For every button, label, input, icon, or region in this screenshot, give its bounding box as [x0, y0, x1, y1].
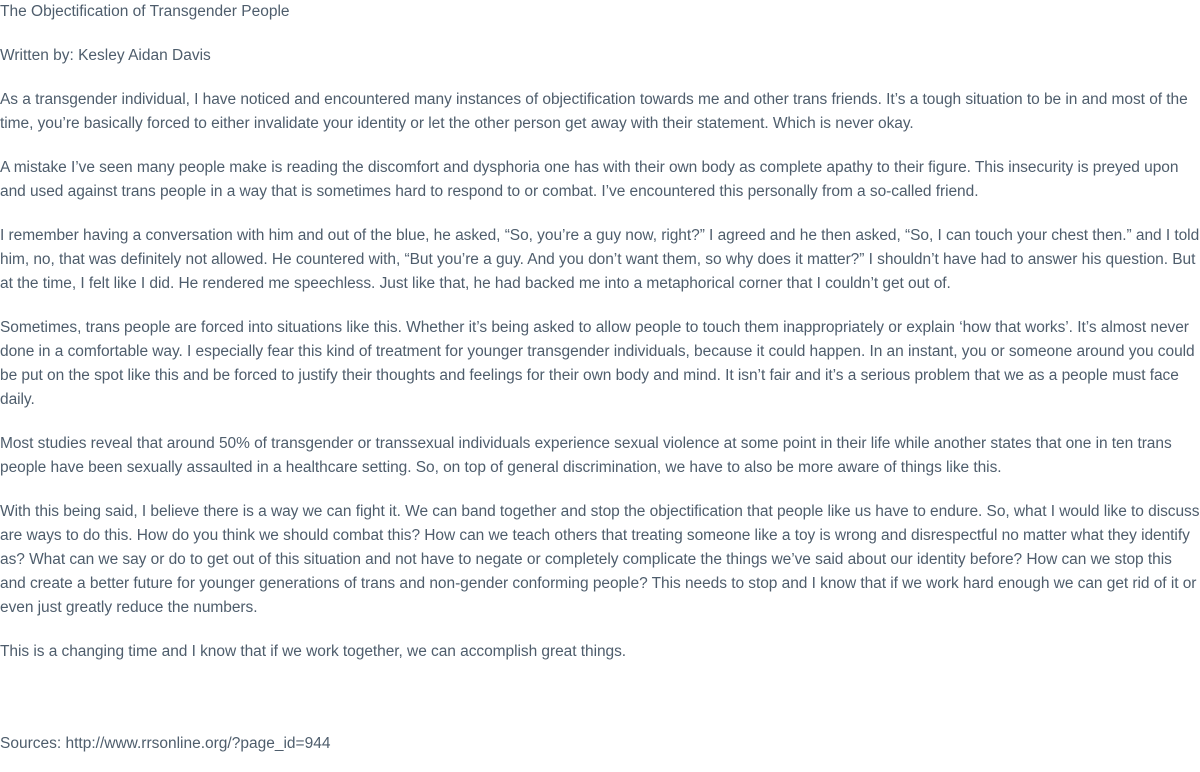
paragraph-1: As a transgender individual, I have noticed and encountered many instances of objectification towards me and other trans friends. It’s a tough situation to be in and most of the time, you’re basically forced to either invalidate your identity or let the other person get away with their statement. Which is never okay. — [0, 91, 1188, 132]
paragraph-3: I remember having a conversation with him and out of the blue, he asked, “So, you’re a guy now, right?” I agreed and he then asked, “So, I can touch your chest then.” and I told him, no, that was definitely not allowed. He countered with, “But you’re a guy. And you don’t want them, so why does it matter?” I shouldn’t have had to answer his question. But at the time, I felt like I did. He rendered me speechless. Just like that, he had backed me into a metaphorical corner that I couldn’t get out of. — [0, 227, 1200, 292]
paragraph-4: Sometimes, trans people are forced into situations like this. Whether it’s being asked to allow people to touch them inappropriately or explain ‘how that works’. It’s almost never done in a comfortable way. I especially fear this kind of treatment for younger transgender individuals, because it could happen. In an instant, you or someone around you could be put on the spot like this and be forced to justify their thoughts and feelings for their own body and mind. It isn’t fair and it’s a serious problem that we as a people must face daily. — [0, 319, 1195, 408]
paragraph-2: A mistake I’ve seen many people make is reading the discomfort and dysphoria one has with their own body as complete apathy to their figure. This insecurity is preyed upon and used against trans people in a way that is sometimes hard to respond to or combat. I’ve encountered this personally from a so-called friend. — [0, 159, 1179, 200]
article-author: Written by: Kesley Aidan Davis — [0, 47, 211, 64]
paragraph-7: This is a changing time and I know that if we work together, we can accomplish great things. — [0, 643, 627, 660]
sources-line: Sources: http://www.rrsonline.org/?page_id=944 — [0, 735, 331, 752]
article-title: The Objectification of Transgender People — [0, 3, 290, 20]
paragraph-6: With this being said, I believe there is a way we can fight it. We can band together and stop the objectification that people like us have to endure. So, what I would like to discuss are ways to do this. How do you think we should combat this? How can we teach others that treating someone like a toy is wrong and disrespectful no matter what they identify as? What can we say or do to get out of this situation and not have to negate or completely complicate the things we’ve said about our identity before? How can we stop this and create a better future for younger generations of trans and non-gender conforming people? This needs to stop and I know that if we work hard enough we can get rid of it or even just greatly reduce the numbers. — [0, 503, 1200, 616]
paragraph-5: Most studies reveal that around 50% of transgender or transsexual individuals experience sexual violence at some point in their life while another states that one in ten trans people have been sexually assaulted in a healthcare setting. So, on top of general discrimination, we have to also be more aware of things like this. — [0, 435, 1172, 476]
